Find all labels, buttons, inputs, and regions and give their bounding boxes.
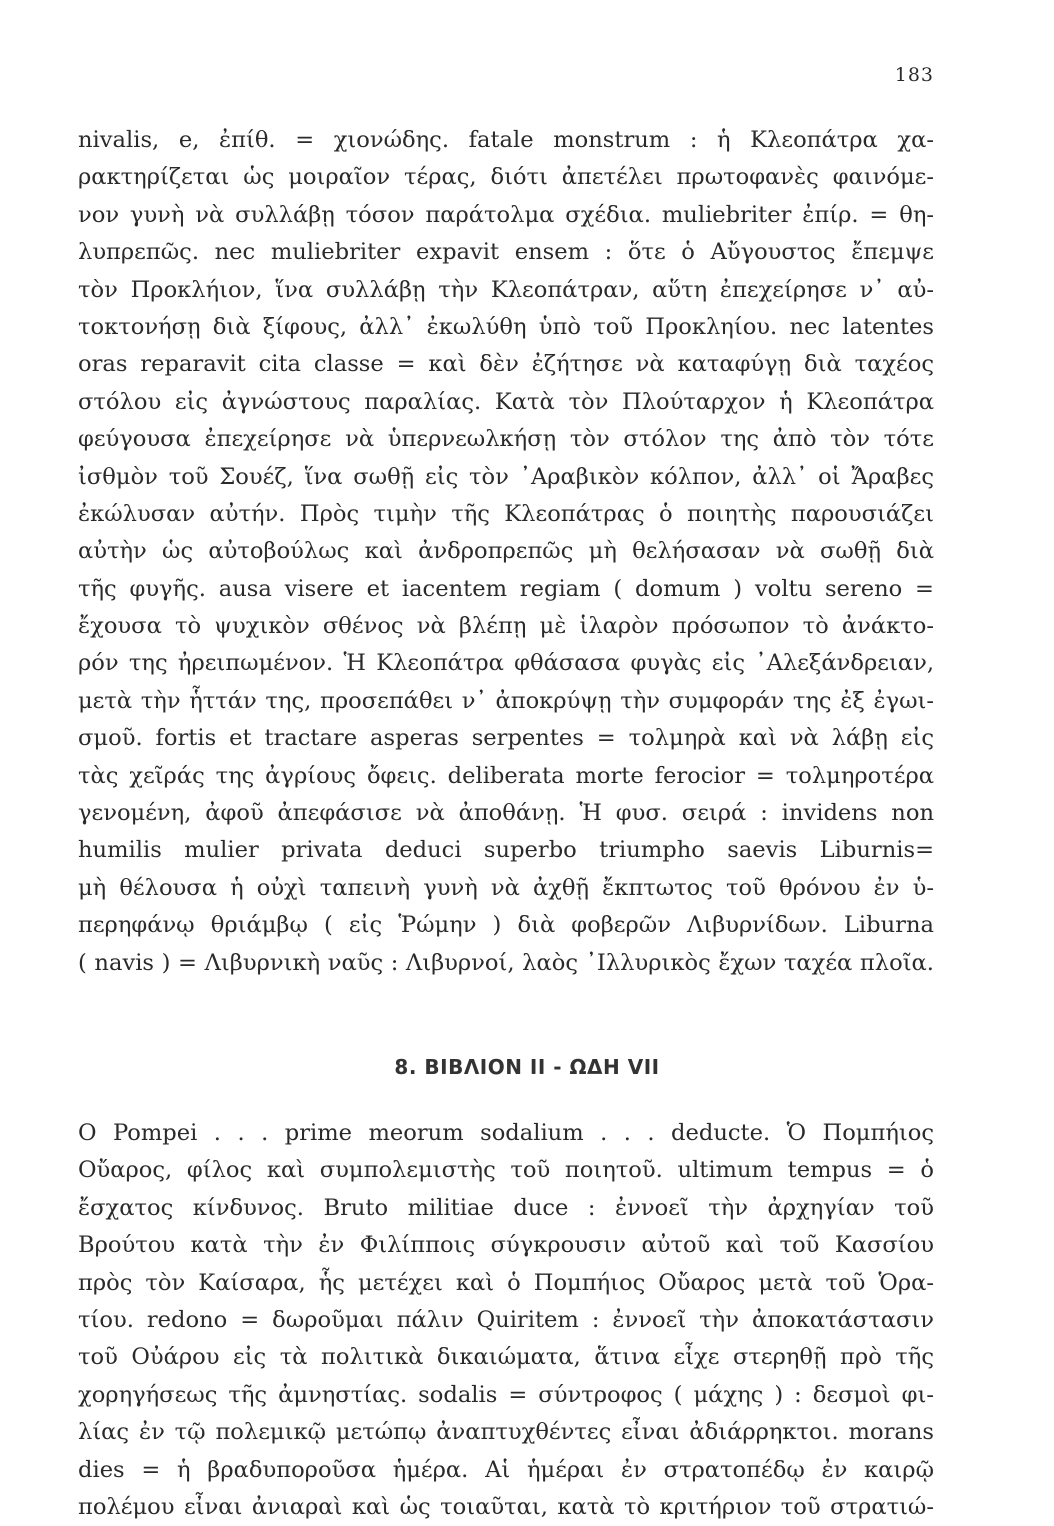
text-line: nivalis, e, ἐπίθ. = χιονώδης. fatale monstrum : ἡ Κλεοπάτρα χα- (78, 127, 934, 153)
text-line: ( navis ) = Λιβυρνικὴ ναῦς : Λιβυρνοί, λαὸς ᾽Ιλλυρικὸς ἔχων ταχέα πλοῖα. (78, 949, 934, 976)
text-line: humilis mulier privata deduci superbo triumpho saevis Liburnis= (78, 837, 934, 864)
text-line: O Pompei . . . prime meorum sodalium . . . deducte. Ὁ Πομπήιος (78, 1120, 934, 1146)
text-line: oras reparavit cita classe = καὶ δὲν ἐζήτησε νὰ καταφύγῃ διὰ ταχέος (78, 351, 934, 378)
commentary-paragraph (78, 122, 934, 982)
page-number: 183 (894, 64, 934, 86)
text-line: ρόν της ἠρειπωμένον. Ἡ Κλεοπάτρα φθάσασα φυγὰς εἰς ᾽Αλεξάνδρειαν, (78, 650, 934, 677)
text-line: τῆς φυγῆς. ausa visere et iacentem regiam ( domum ) voltu sereno = (78, 575, 934, 602)
text-line: αὐτὴν ὡς αὐτοβούλως καὶ ἀνδροπρεπῶς μὴ θελήσασαν νὰ σωθῇ διὰ (78, 538, 934, 565)
text-line: γενομένη, ἀφοῦ ἀπεφάσισε νὰ ἀποθάνῃ. Ἡ φυσ. σειρά : invidens non (78, 800, 934, 827)
text-line: περηφάνῳ θριάμβῳ ( εἰς Ῥώμην ) διὰ φοβερῶν Λιβυρνίδων. Liburna (78, 912, 934, 939)
text-line: ἐκώλυσαν αὐτήν. Πρὸς τιμὴν τῆς Κλεοπάτρας ὁ ποιητὴς παρουσιάζει (78, 500, 934, 527)
text-line: ρακτηρίζεται ὡς μοιραῖον τέρας, διότι ἀπετέλει πρωτοφανὲς φαινόμε- (78, 164, 934, 191)
text-line: τοκτονήσῃ διὰ ξίφους, ἀλλ᾽ ἐκωλύθη ὑπὸ τοῦ Προκληίου. nec latentes (78, 313, 934, 340)
text-line: τὸν Προκλήιον, ἵνα συλλάβῃ τὴν Κλεοπάτραν, αὕτη ἐπεχείρησε ν᾽ αὐ- (78, 276, 934, 303)
text-line: νον γυνὴ νὰ συλλάβῃ τόσον παράτολμα σχέδια. muliebriter ἐπίρ. = θη- (78, 201, 934, 228)
text-line: dies = ἡ βραδυποροῦσα ἡμέρα. Αἱ ἡμέραι ἐν στρατοπέδῳ ἐν καιρῷ (78, 1456, 934, 1483)
text-line: ἔχουσα τὸ ψυχικὸν σθένος νὰ βλέπῃ μὲ ἱλαρὸν πρόσωπον τὸ ἀνάκτο- (78, 613, 934, 640)
text-line: χορηγήσεως τῆς ἀμνηστίας. sodalis = σύντροφος ( μάχης ) : δεσμοὶ φι- (78, 1381, 934, 1408)
commentary-paragraph-ode-7 (78, 1115, 934, 1526)
text-line: λίας ἐν τῷ πολεμικῷ μετώπῳ ἀναπτυχθέντες εἶναι ἀδιάρρηκτοι. morans (78, 1419, 934, 1446)
text-line: λυπρεπῶς. nec muliebriter expavit ensem : ὅτε ὁ Αὔγουστος ἔπεμψε (78, 239, 934, 266)
text-line: τὰς χεῖράς της ἀγρίους ὄφεις. deliberata morte ferocior = τολμηροτέρα (78, 762, 934, 789)
text-line: ἔσχατος κίνδυνος. Bruto militiae duce : ἐννοεῖ τὴν ἀρχηγίαν τοῦ (78, 1194, 934, 1221)
text-line: ἰσθμὸν τοῦ Σουέζ, ἵνα σωθῇ εἰς τὸν ᾽Αραβικὸν κόλπον, ἀλλ᾽ οἱ Ἄραβες (78, 463, 934, 490)
text-line: μετὰ τὴν ἧττάν της, προσεπάθει ν᾽ ἀποκρύψῃ τὴν συμφοράν της ἐξ ἐγωι- (78, 687, 934, 714)
text-line: μὴ θέλουσα ἡ οὐχὶ ταπεινὴ γυνὴ νὰ ἀχθῇ ἔκπτωτος τοῦ θρόνου ἐν ὑ- (78, 874, 934, 901)
text-line: φεύγουσα ἐπεχείρησε νὰ ὑπερνεωλκήσῃ τὸν στόλον της ἀπὸ τὸν τότε (78, 426, 934, 453)
text-line: τίου. redono = δωροῦμαι πάλιν Quiritem : ἐννοεῖ τὴν ἀποκατάστασιν (78, 1306, 934, 1333)
text-line: τοῦ Οὐάρου εἰς τὰ πολιτικὰ δικαιώματα, ἅτινα εἶχε στερηθῇ πρὸ τῆς (78, 1344, 934, 1371)
text-line: Οὔαρος, φίλος καὶ συμπολεμιστὴς τοῦ ποιητοῦ. ultimum tempus = ὁ (78, 1157, 934, 1184)
text-line: πρὸς τὸν Καίσαρα, ἧς μετέχει καὶ ὁ Πομπήιος Οὔαρος μετὰ τοῦ Ὁρα- (78, 1269, 934, 1296)
text-line: σμοῦ. fortis et tractare asperas serpentes = τολμηρὰ καὶ νὰ λάβῃ εἰς (78, 725, 934, 752)
text-line: στόλου εἰς ἀγνώστους παραλίας. Κατὰ τὸν Πλούταρχον ἡ Κλεοπάτρα (78, 388, 934, 415)
text-line: πολέμου εἶναι ἀνιαραὶ καὶ ὡς τοιαῦται, κατὰ τὸ κριτήριον τοῦ στρατιώ- (78, 1493, 934, 1520)
text-line: Βρούτου κατὰ τὴν ἐν Φιλίπποις σύγκρουσιν αὐτοῦ καὶ τοῦ Κασσίου (78, 1232, 934, 1259)
section-heading: 8. ΒΙΒΛΙΟΝ ΙΙ - ΩΔΗ VII (394, 1055, 660, 1079)
